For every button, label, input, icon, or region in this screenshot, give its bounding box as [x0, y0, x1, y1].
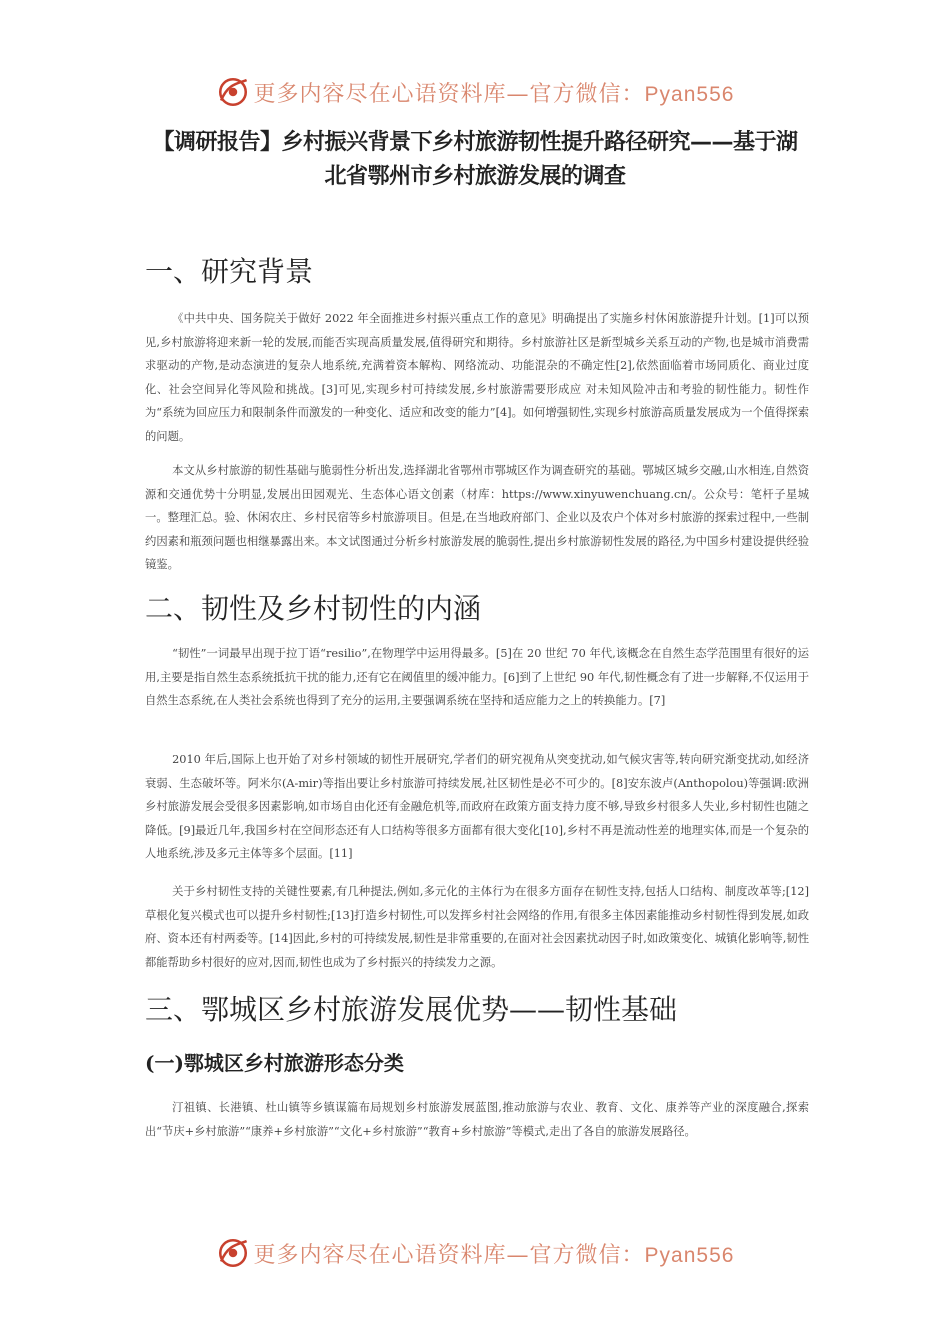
- logo-icon: [216, 75, 250, 109]
- section-1-heading: 一、研究背景: [145, 255, 314, 288]
- section-2-paragraph-1: “韧性”一词最早出现于拉丁语“resilio”,在物理学中运用得最多。[5]在 20 世纪 70 年代,该概念在自然生态学范围里有很好的运用,主要是指自然生态系统抵抗干扰的能力,还有它在阈值里的缓冲能力。[6]到了上世纪 90 年代,韧性概念有了进一步解释,不仅运用于自然生态系统,在人类社会系统也得到了充分的运用,主要强调系统在坚持和适应能力之上的转换能力。[7]: [145, 647, 809, 708]
- document-title: 【调研报告】乡村振兴背景下乡村旅游韧性提升路径研究——基于湖北省鄂州市乡村旅游发展的调查: [152, 130, 798, 189]
- section-3-subheading: (一)鄂城区乡村旅游形态分类: [145, 1051, 404, 1075]
- banner-text: 更多内容尽在心语资料库—官方微信：Pyan556: [253, 81, 735, 107]
- banner-wechat: Pyan556: [644, 1243, 735, 1267]
- banner-wechat: Pyan556: [644, 82, 735, 106]
- section-2-paragraph-2: 2010 年后,国际上也开始了对乡村领域的韧性开展研究,学者们的研究视角从突变扰动,如气候灾害等,转向研究渐变扰动,如经济衰弱、生态破坏等。阿米尔(A-mir)等指出要让乡村旅游可持续发展,社区韧性是必不可少的。[8]安东波卢(Anthopolou)等强调:欧洲乡村旅游发展会受很多因素影响,如市场自由化还有金融危机等,而政府在政策方面支持力度不够,导致乡村很多人失业,乡村韧性也随之降低。[9]最近几年,我国乡村在空间形态还有人口结构等很多方面都有很大变化[10],乡村不再是流动性差的地理实体,而是一个复杂的人地系统,涉及多元主体等多个层面。[11]: [145, 753, 809, 861]
- section-1-paragraph-2: 本文从乡村旅游的韧性基础与脆弱性分析出发,选择湖北省鄂州市鄂城区作为调查研究的基础。鄂城区城乡交融,山水相连,自然资源和交通优势十分明显,发展出田园观光、生态体心语文创素（材库：https://www.xinyuwenchuang.cn/。公众号：笔杆子星城一。整理汇总。验、休闲农庄、乡村民宿等乡村旅游项目。但是,在当地政府部门、企业以及农户个体对乡村旅游的探索过程中,一些制约因素和瓶颈问题也相继暴露出来。本文试图通过分析乡村旅游发展的脆弱性,提出乡村旅游韧性发展的路径,为中国乡村建设提供经验镜鉴。: [145, 464, 809, 572]
- logo-icon: [216, 1236, 250, 1270]
- footer-banner: [0, 1233, 950, 1273]
- section-3-paragraph-1: 汀祖镇、长港镇、杜山镇等乡镇谋篇布局规划乡村旅游发展蓝图,推动旅游与农业、教育、文化、康养等产业的深度融合,探索出“节庆+乡村旅游”“康养+乡村旅游”“文化+乡村旅游”“教育+乡村旅游”等模式,走出了各自的旅游发展路径。: [145, 1101, 809, 1138]
- section-3-heading: 三、鄂城区乡村旅游发展优势——韧性基础: [145, 993, 678, 1026]
- header-banner: [0, 72, 950, 112]
- section-2-paragraph-3: 关于乡村韧性支持的关键性要素,有几种提法,例如,多元化的主体行为在很多方面存在韧性支持,包括人口结构、制度改革等;[12]草根化复兴模式也可以提升乡村韧性;[13]打造乡村韧性,可以发挥乡村社会网络的作用,有很多主体因素能推动乡村韧性得到发展,如政府、资本还有村两委等。[14]因此,乡村的可持续发展,韧性是非常重要的,在面对社会因素扰动因子时,如政策变化、城镇化影响等,韧性都能帮助乡村很好的应对,因而,韧性也成为了乡村振兴的持续发力之源。: [145, 885, 809, 969]
- banner-text: 更多内容尽在心语资料库—官方微信：Pyan556: [253, 1242, 735, 1268]
- section-1-paragraph-1: 《中共中央、国务院关于做好 2022 年全面推进乡村振兴重点工作的意见》明确提出了实施乡村休闲旅游提升计划。[1]可以预见,乡村旅游将迎来新一轮的发展,而能否实现高质量发展,值得研究和期待。乡村旅游社区是新型城乡关系互动的产物,也是城市消费需求驱动的产物,是动态演进的复杂人地系统,充满着资本解构、网络流动、功能混杂的不确定性[2],依然面临着市场同质化、商业过度化、社会空间异化等风险和挑战。[3]可见,实现乡村可持续发展,乡村旅游需要形成应 对未知风险冲击和考验的韧性能力。韧性作为“系统为回应压力和限制条件而激发的一种变化、适应和改变的能力”[4]。如何增强韧性,实现乡村旅游高质量发展成为一个值得探索的问题。: [145, 312, 809, 443]
- section-2-heading: 二、韧性及乡村韧性的内涵: [145, 592, 482, 625]
